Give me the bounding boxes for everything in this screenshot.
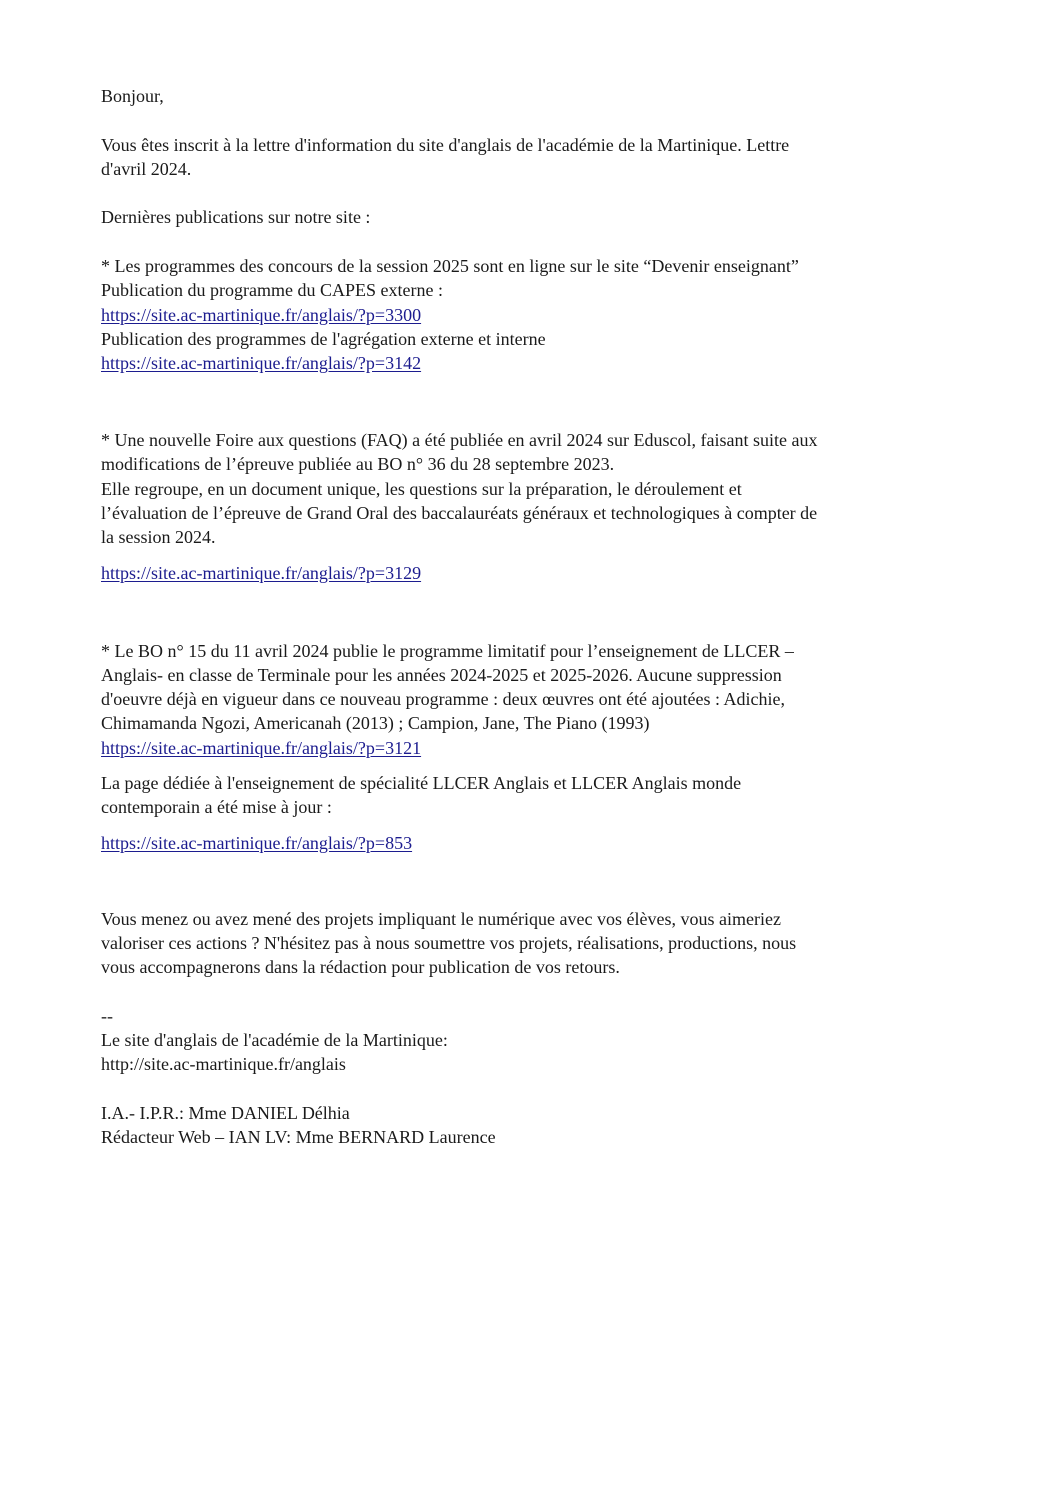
item1-capes-link[interactable]: https://site.ac-martinique.fr/anglais/?p=3300	[101, 304, 422, 325]
item2-line-4: l’évaluation de l’épreuve de Grand Oral des baccalauréats généraux et technologiques à compter de	[101, 503, 818, 524]
item3-page-line-1: La page dédiée à l'enseignement de spécialité LLCER Anglais et LLCER Anglais monde	[101, 773, 742, 794]
item1-agreg-text: Publication des programmes de l'agrégation externe et interne	[101, 328, 546, 349]
item3-line-4: Chimamanda Ngozi, Americanah (2013) ; Campion, Jane, The Piano (1993)	[101, 713, 650, 734]
projects-line-2: valoriser ces actions ? N'hésitez pas à nous soumettre vos projets, réalisations, productions, nous	[101, 932, 797, 953]
signature-site-url: http://site.ac-martinique.fr/anglais	[101, 1054, 346, 1075]
spacer	[101, 820, 961, 831]
spacer	[101, 230, 961, 254]
signature-site-name: Le site d'anglais de l'académie de la Martinique:	[101, 1029, 448, 1050]
greeting: Bonjour,	[101, 86, 164, 106]
spacer	[101, 1077, 961, 1101]
item2-line-3: Elle regroupe, en un document unique, les questions sur la préparation, le déroulement et	[101, 478, 742, 499]
item3-line-1: * Le BO n° 15 du 11 avril 2024 publie le programme limitatif pour l’enseignement de LLCER –	[101, 640, 794, 661]
spacer	[101, 376, 961, 425]
spacer	[101, 855, 961, 904]
signature-separator: --	[101, 1005, 113, 1026]
intro-line-2: d'avril 2024.	[101, 158, 192, 179]
spacer	[101, 979, 961, 1003]
latest-publications-title: Dernières publications sur notre site :	[101, 207, 371, 228]
intro-line-1: Vous êtes inscrit à la lettre d'information du site d'anglais de l'académie de la Martinique. Lettre	[101, 134, 790, 155]
item1-agreg-link[interactable]: https://site.ac-martinique.fr/anglais/?p=3142	[101, 353, 422, 374]
item3-link[interactable]: https://site.ac-martinique.fr/anglais/?p=3121	[101, 737, 422, 758]
item3-page-line-2: contemporain a été mise à jour :	[101, 797, 332, 818]
item3-line-2: Anglais- en classe de Terminale pour les années 2024-2025 et 2025-2026. Aucune suppression	[101, 664, 782, 685]
item2-line-5: la session 2024.	[101, 527, 216, 548]
item1-bullet: * Les programmes des concours de la session 2025 sont en ligne sur le site “Devenir enseignant”	[101, 256, 799, 277]
item2-link[interactable]: https://site.ac-martinique.fr/anglais/?p=3129	[101, 562, 422, 583]
spacer	[101, 585, 961, 634]
spacer	[101, 760, 961, 771]
spacer	[101, 181, 961, 205]
item1-capes-text: Publication du programme du CAPES externe :	[101, 280, 443, 301]
newsletter-document	[101, 84, 961, 1149]
projects-line-1: Vous menez ou avez mené des projets impliquant le numérique avec vos élèves, vous aimeriez	[101, 908, 781, 929]
projects-line-3: vous accompagnerons dans la rédaction pour publication de vos retours.	[101, 957, 620, 978]
signature-ipr: I.A.- I.P.R.: Mme DANIEL Délhia	[101, 1102, 350, 1123]
item2-line-1: * Une nouvelle Foire aux questions (FAQ) a été publiée en avril 2024 sur Eduscol, faisant suite aux	[101, 430, 818, 451]
item3-page-link[interactable]: https://site.ac-martinique.fr/anglais/?p=853	[101, 832, 413, 853]
item2-line-2: modifications de l’épreuve publiée au BO n° 36 du 28 septembre 2023.	[101, 454, 615, 475]
spacer	[101, 108, 961, 132]
item3-line-3: d'oeuvre déjà en vigueur dans ce nouveau programme : deux œuvres ont été ajoutées : Adichie,	[101, 689, 786, 710]
signature-web-editor: Rédacteur Web – IAN LV: Mme BERNARD Laurence	[101, 1127, 496, 1148]
spacer	[101, 550, 961, 561]
